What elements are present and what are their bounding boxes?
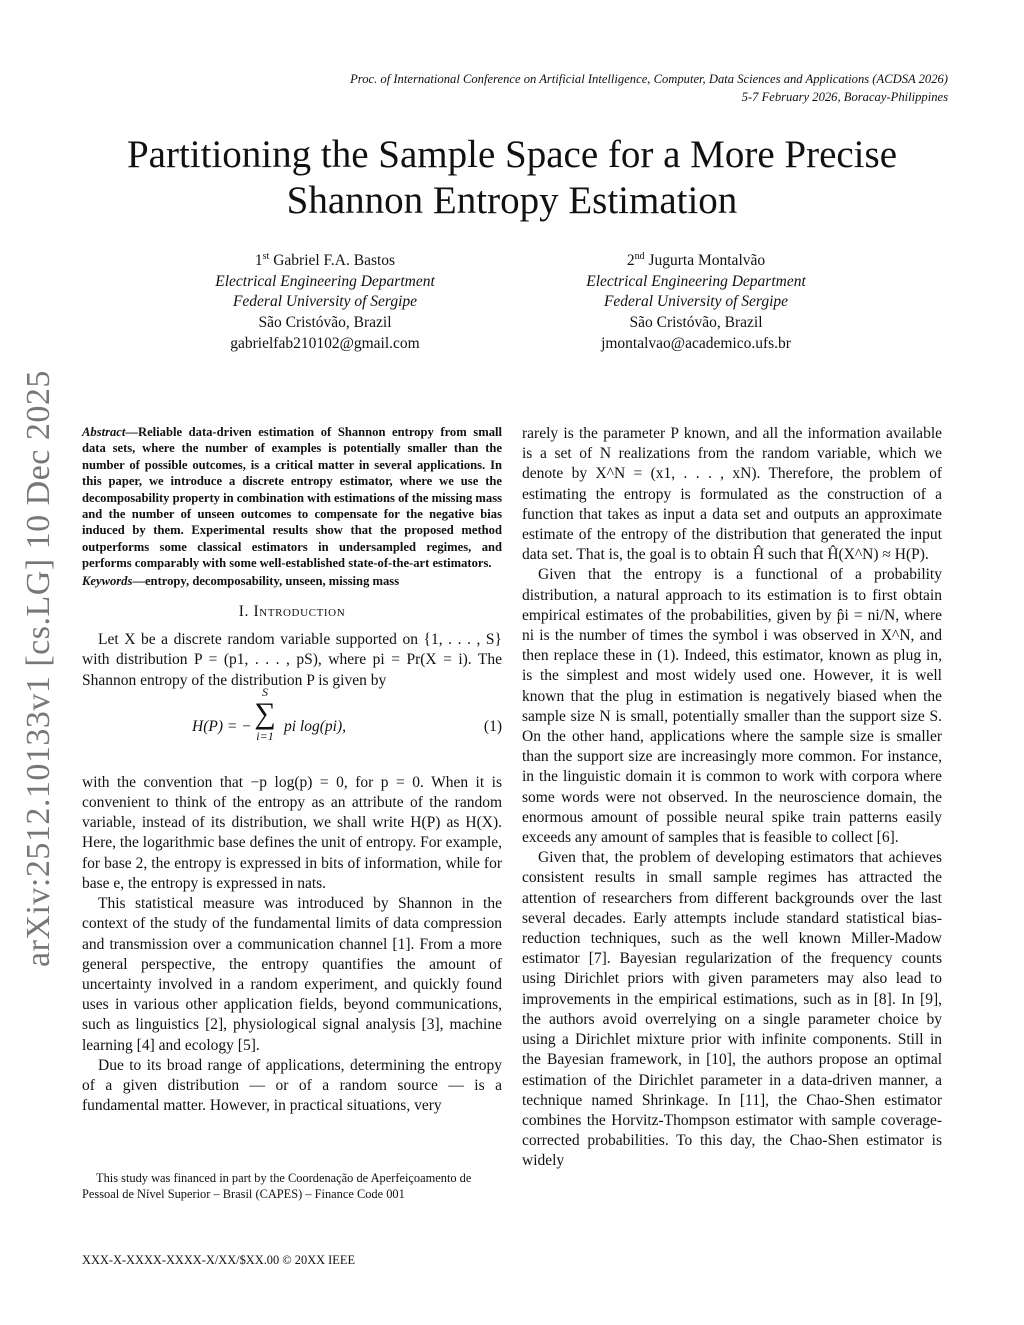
section-heading-introduction: I. Introduction (238, 603, 346, 621)
paper-title (0, 132, 1024, 224)
author-university: Federal University of Sergipe (232, 293, 418, 311)
right-paragraph-2: Given that the entropy is a functional of a probability distribution, a natural approach to its estimation is to first obtain empirical estimates of the probabilities, given by p̂i = ni/N, where ni is the number of times the symbol i was observed in X^N, and then replace these in (1). Indeed, this estimator, known as plug in, is the simplest and most widely used one. However, it is well known that the plug in estimation is negatively biased when the sample size N is small, potentially smaller than the support size S. On the other hand, applications where the sample size is smaller than the support size are increasingly more common. For instance, in the linguistic domain it is common to work with corpora where some words were not observed. In the neuroscience domain, the enormous amount of possible neural spike train patterns easily exceeds any amount of samples that is feasible to collect [6]. (522, 566, 942, 847)
author-email: gabrielfab210102@gmail.com (230, 334, 420, 352)
equation-1 (82, 684, 502, 773)
author-name: 2nd Jugurta Montalvão (626, 251, 766, 270)
arxiv-identifier: arXiv:2512.10133v1 [cs.LG] 10 Dec 2025 (20, 370, 57, 967)
conference-header (48, 70, 948, 106)
keywords: Keywords—entropy, decomposability, unseen, missing mass (82, 573, 400, 588)
intro-paragraph-4: Due to its broad range of applications, determining the entropy of a given distribution — or of a random source — is a fundamental matter. However, in practical situations, very (82, 1056, 502, 1115)
intro-paragraph-3: This statistical measure was introduced by Shannon in the context of the study of the fundamental limits of data compression and transmission over a communication channel [1]. From a more general perspective, the entropy quantifies the amount of uncertainty involved in a random experiment, and quickly found uses in various other application fields, beyond communications, such as linguistics [2], physiological signal analysis [3], machine learning [4] and ecology [5]. (82, 895, 502, 1054)
summation-symbol: S ∑ i=1 (254, 684, 276, 743)
intro-paragraph-1: Let X be a discrete random variable supported on {1, . . . , S} with distribution P = (p1, . . . , pS), where pi = Pr(X = i). The Shannon entropy of the distribution P is given by (82, 631, 502, 689)
author-department: Electrical Engineering Department (215, 272, 435, 290)
author-block-1 (160, 247, 490, 354)
right-paragraph-1: rarely is the parameter P known, and all the information available is a set of N realizations from the random variable, which we denote by X^N = (x1, . . . , xN). Therefore, the problem of estimating the entropy is formulated as the construction of a function that takes as input a data set and outputs an approximate estimate of the entropy of the distribution that generated the input data set. That is, the goal is to obtain Ĥ such that Ĥ(X^N) ≈ H(P). (522, 425, 942, 564)
equation-number: (1) (483, 717, 502, 735)
right-column (522, 424, 942, 1172)
author-location: São Cristóvão, Brazil (629, 313, 763, 331)
equation-rhs: pi log(pi), (284, 717, 346, 735)
author-email: jmontalvao@academico.ufs.br (601, 334, 791, 352)
author-location: São Cristóvão, Brazil (258, 313, 392, 331)
author-block-2 (531, 247, 861, 354)
title-line-2: Shannon Entropy Estimation (286, 179, 738, 222)
author-department: Electrical Engineering Department (586, 272, 806, 290)
title-line-1: Partitioning the Sample Space for a More Precise (126, 133, 898, 176)
conference-line-2: 5-7 February 2026, Boracay-Philippines (741, 90, 948, 104)
left-column (82, 424, 502, 1116)
author-university: Federal University of Sergipe (603, 293, 789, 311)
abstract: Abstract—Reliable data-driven estimation of Shannon entropy from small data sets, where the number of examples is potentially smaller than the number of possible outcomes, is a critical matter in several applications. In this paper, we introduce a discrete entropy estimator, where we use the decomposability property in combination with estimations of the missing mass and the number of unseen outcomes to compensate for the negative bias induced by them. Experimental results show that the proposed method outperforms some classical estimators in undersampled regimes, and performs comparably with some well-established state-of-the-art estimators. (82, 425, 502, 571)
funding-footnote: This study was financed in part by the Coordenação de Aperfeiçoamento de Pessoal de Nível Superior – Brasil (CAPES) – Finance Code 001 (82, 1171, 472, 1201)
conference-line-1: Proc. of International Conference on Artificial Intelligence, Computer, Data Sciences and Applications (ACDSA 2026) (350, 72, 948, 86)
equation-lhs: H(P) = − (192, 717, 252, 735)
author-name: 1st Gabriel F.A. Bastos (254, 251, 396, 270)
intro-paragraph-2: with the convention that −p log(p) = 0, for p = 0. When it is convenient to think of the entropy as an attribute of the random variable, instead of its distribution, we shall write H(P) as H(X). Here, the logarithmic base defines the unit of entropy. For example, for base 2, the entropy is expressed in bits of information, while for base e, the entropy is expressed in nats. (82, 773, 502, 892)
copyright-notice: XXX-X-XXXX-XXXX-X/XX/$XX.00 © 20XX IEEE (82, 1253, 356, 1267)
right-paragraph-3: Given that, the problem of developing estimators that achieves consistent results in small sample regimes has attracted the attention of researchers from different backgrounds over the last several decades. Early attempts include standard statistical bias-reduction techniques, such as the well known Miller-Madow estimator [7]. Bayesian regularization of the frequency counts using Dirichlet priors with given parameters may also lead to improvements in the empirical estimations, such as in [8]. In [9], the authors avoid overrelying on a single parameter choice by using a Dirichlet mixture prior with infinite components. Still in the Bayesian framework, in [10], the authors propose an optimal estimation of the Dirichlet parameter in a data-driven manner, a technique named Shrinkage. In [11], the Chao-Shen estimator combines the Horvitz-Thompson estimator with sample coverage-corrected probabilities. To this day, the Chao-Shen estimator is widely (522, 849, 942, 1170)
